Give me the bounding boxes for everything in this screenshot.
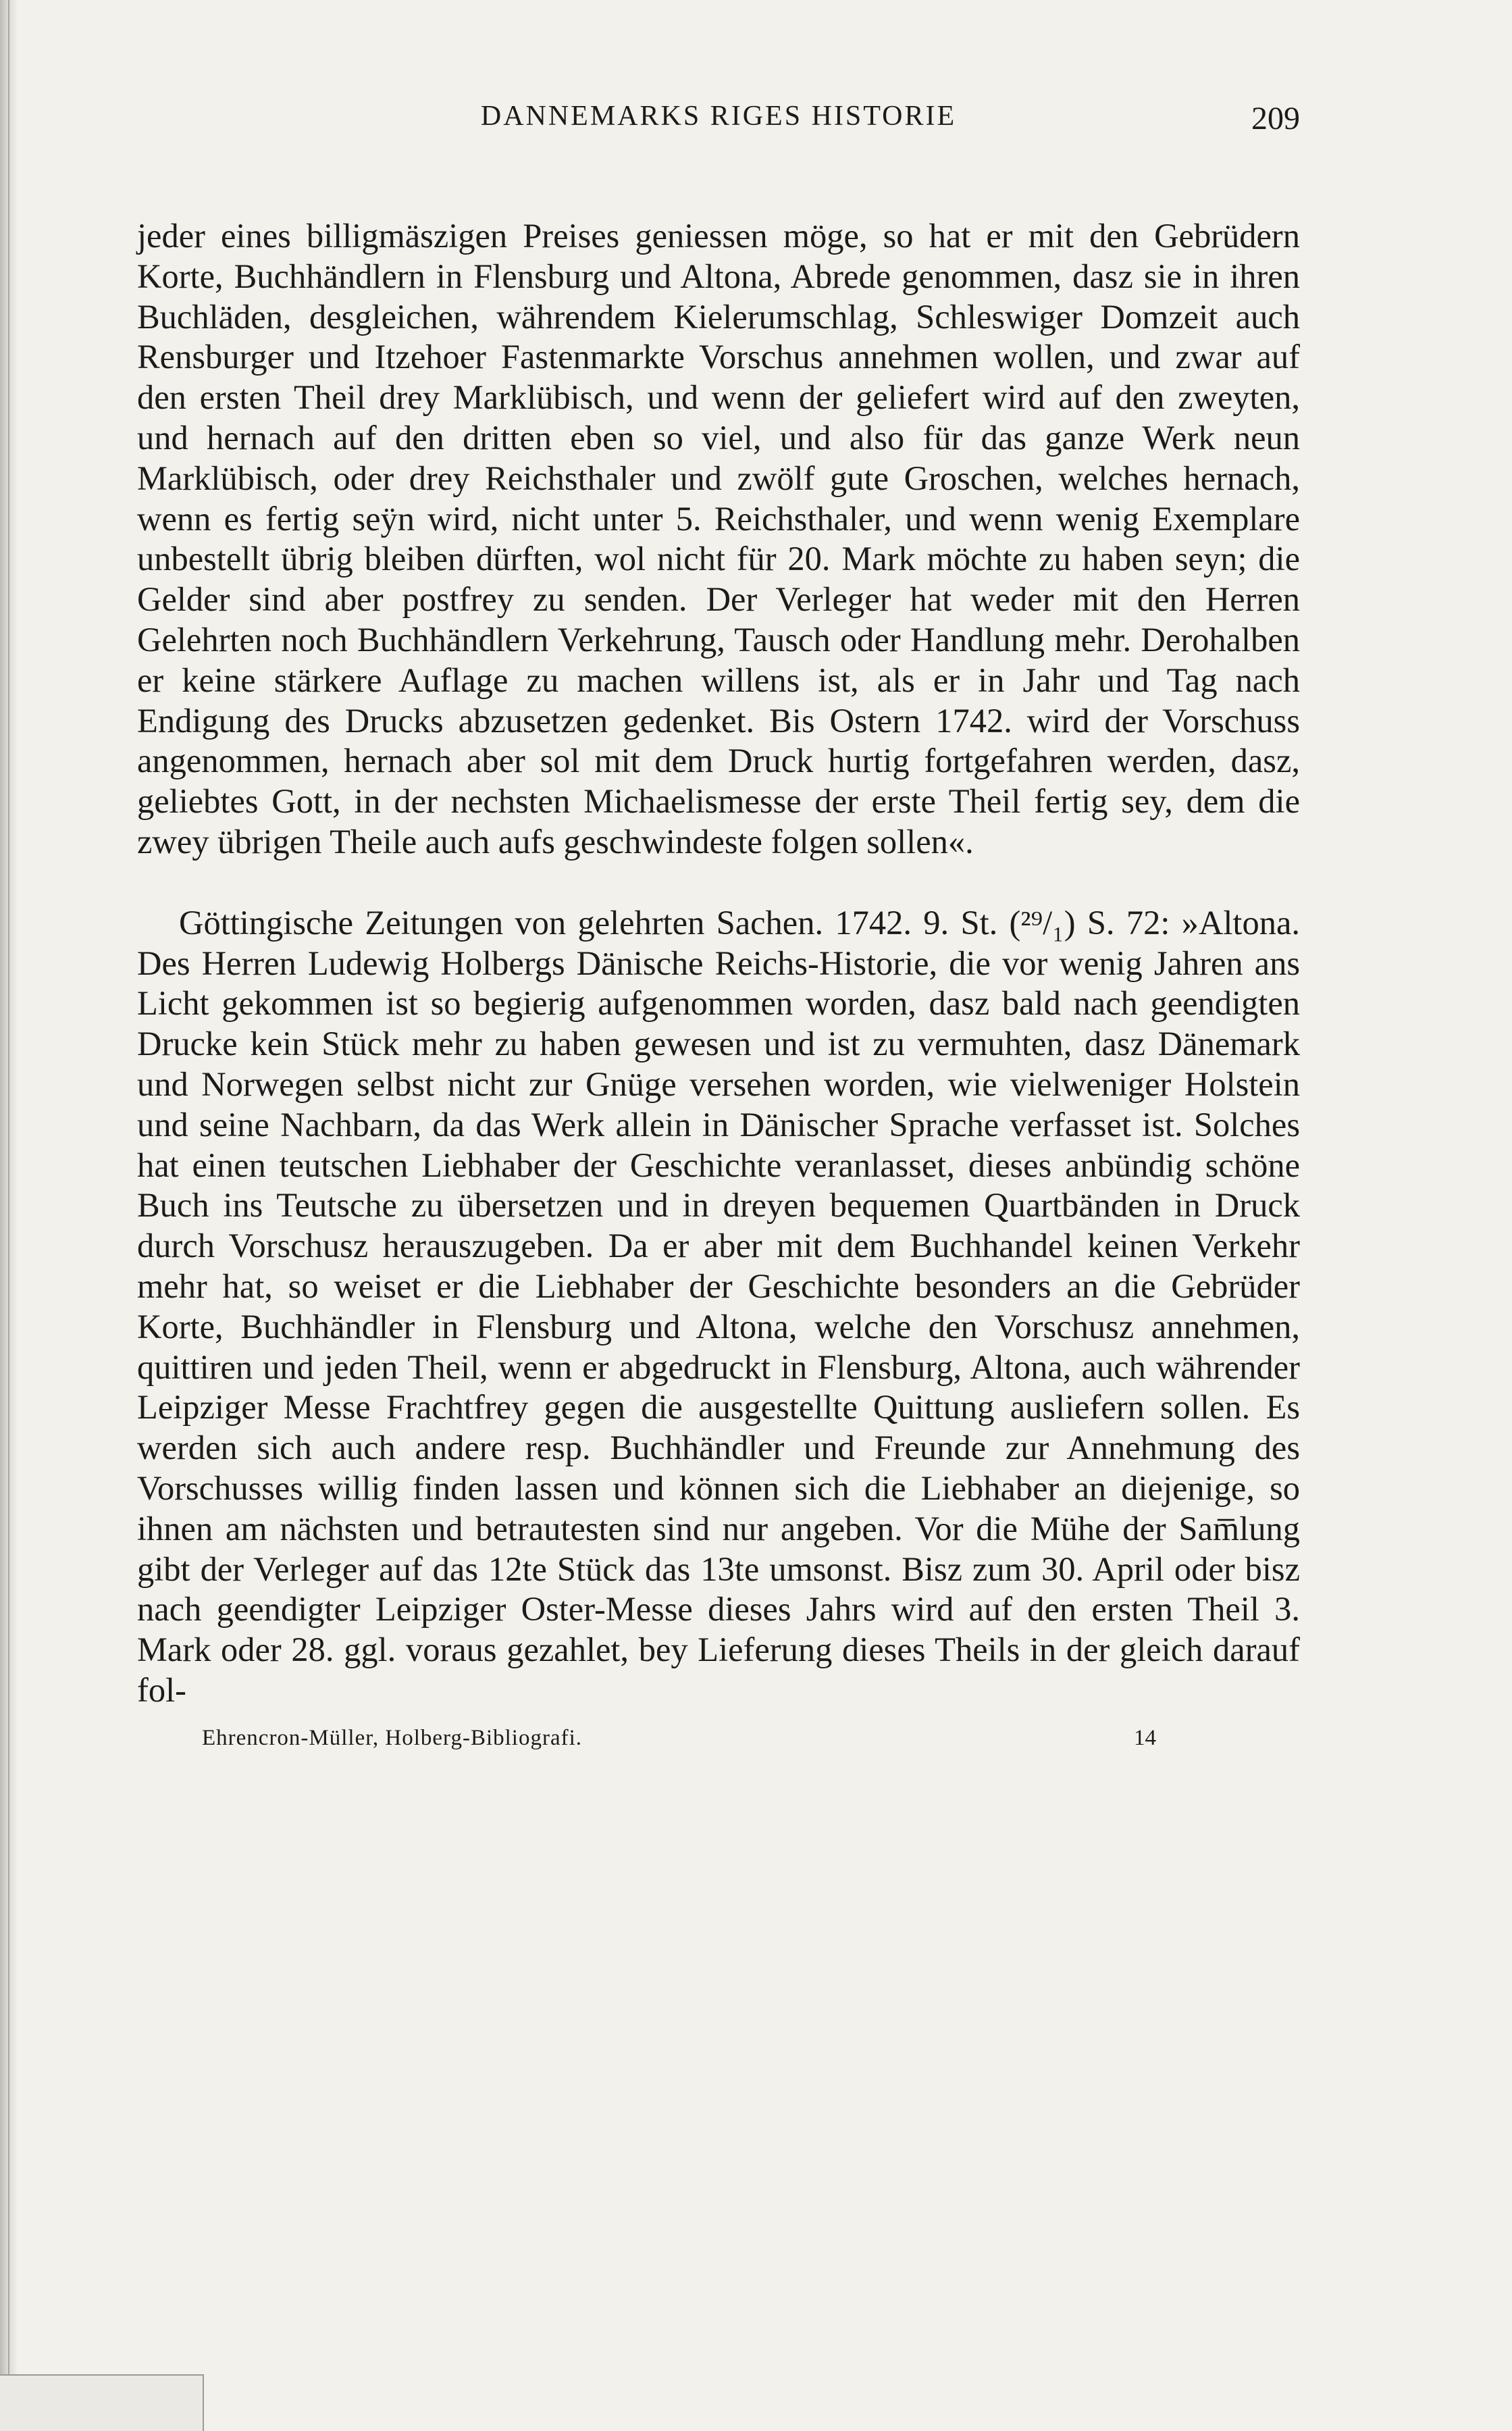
footer-source: Ehrencron-Müller, Holberg-Bibliografi. xyxy=(202,1725,583,1750)
running-title: DANNEMARKS RIGES HISTORIE xyxy=(480,101,957,132)
scan-edge-tab xyxy=(0,2374,204,2431)
paragraph-continuation: jeder eines billigmäszigen Preises geniessen möge, so hat er mit den Gebrüdern Korte, Buchhändlern in Flensburg und Altona, Abrede genommen, dasz sie in ihren Buchläden, desgleichen, währendem Kielerumschlag, Schleswiger Domzeit auch Rensburger und Itzehoer Fastenmarkte Vorschus annehmen wollen, und zwar auf den ersten Theil drey Marklübisch, und wenn der geliefert wird auf den zweyten, und hernach auf den dritten eben so viel, und also für das ganze Werk neun Marklübisch, oder drey Reichsthaler und zwölf gute Groschen, welches hernach, wenn es fertig seӱn wird, nicht unter 5. Reichsthaler, und wenn wenig Exemplare unbestellt übrig bleiben dürften, wol nicht für 20. Mark möchte zu haben seyn; die Gelder sind aber postfrey zu senden. Der Verleger hat weder mit den Herren Gelehrten noch Buchhändlern Verkehrung, Tausch oder Handlung mehr. Derohalben er keine stärkere Auflage zu machen willens ist, als er in Jahr und Tag nach Endigung des Drucks abzusetzen gedenket. Bis Ostern 1742. wird der Vorschuss angenommen, hernach aber sol mit dem Druck hurtig fortgefahren werden, dasz, geliebtes Gott, in der nechsten Michaelismesse der erste Theil fertig sey, dem die zwey übrigen Theile auch aufs geschwindeste folgen sollen«. xyxy=(137,217,1300,861)
running-head xyxy=(137,100,1300,146)
body-text xyxy=(137,216,1300,1711)
signature-mark: 14 xyxy=(1134,1725,1156,1750)
book-page xyxy=(137,100,1300,1760)
paragraph-goettingische-zeitungen: Göttingische Zeitungen von gelehrten Sachen. 1742. 9. St. (²⁹/₁) S. 72: »Altona. Des Herren Ludewig Holbergs Dänische Reichs-Historie, die vor wenig Jahren ans Licht gekommen ist so begierig aufgenommen worden, dasz bald nach geendigten Drucke kein Stück mehr zu haben gewesen und ist zu vermuhten, dasz Dänemark und Norwegen selbst nicht zur Gnüge versehen worden, wie vielweniger Holstein und seine Nachbarn, da das Werk allein in Dänischer Sprache verfasset ist. Solches hat einen teutschen Liebhaber der Geschichte veranlasset, dieses anbündig schöne Buch ins Teutsche zu übersetzen und in dreyen bequemen Quartbänden in Druck durch Vorschusz herauszugeben. Da er aber mit dem Buchhandel keinen Verkehr mehr hat, so weiset er die Liebhaber der Geschichte besonders an die Gebrüder Korte, Buchhändler in Flensburg und Altona, welche den Vorschusz annehmen, quittiren und jeden Theil, wenn er abgedruckt in Flensburg, Altona, auch währender Leipziger Messe Frachtfrey gegen die ausgestellte Quittung ausliefern sollen. Es werden sich auch andere resp. Buchhändler und Freunde zur Annehmung des Vorschusses willig finden lassen und können sich die Liebhaber an diejenige, so ihnen am nächsten und betrautesten sind nur angeben. Vor die Mühe der Sam̅lung gibt der Verleger auf das 12te Stück das 13te umsonst. Bisz zum 30. April oder bisz nach geendigter Leipziger Oster-Messe dieses Jahrs wird auf den ersten Theil 3. Mark oder 28. ggl. voraus gezahlet, bey Lieferung dieses Theils in der gleich darauf fol- xyxy=(137,903,1300,1709)
binding-edge-line xyxy=(8,0,9,2430)
page-footer xyxy=(137,1726,1300,1760)
page-number: 209 xyxy=(1251,101,1300,136)
